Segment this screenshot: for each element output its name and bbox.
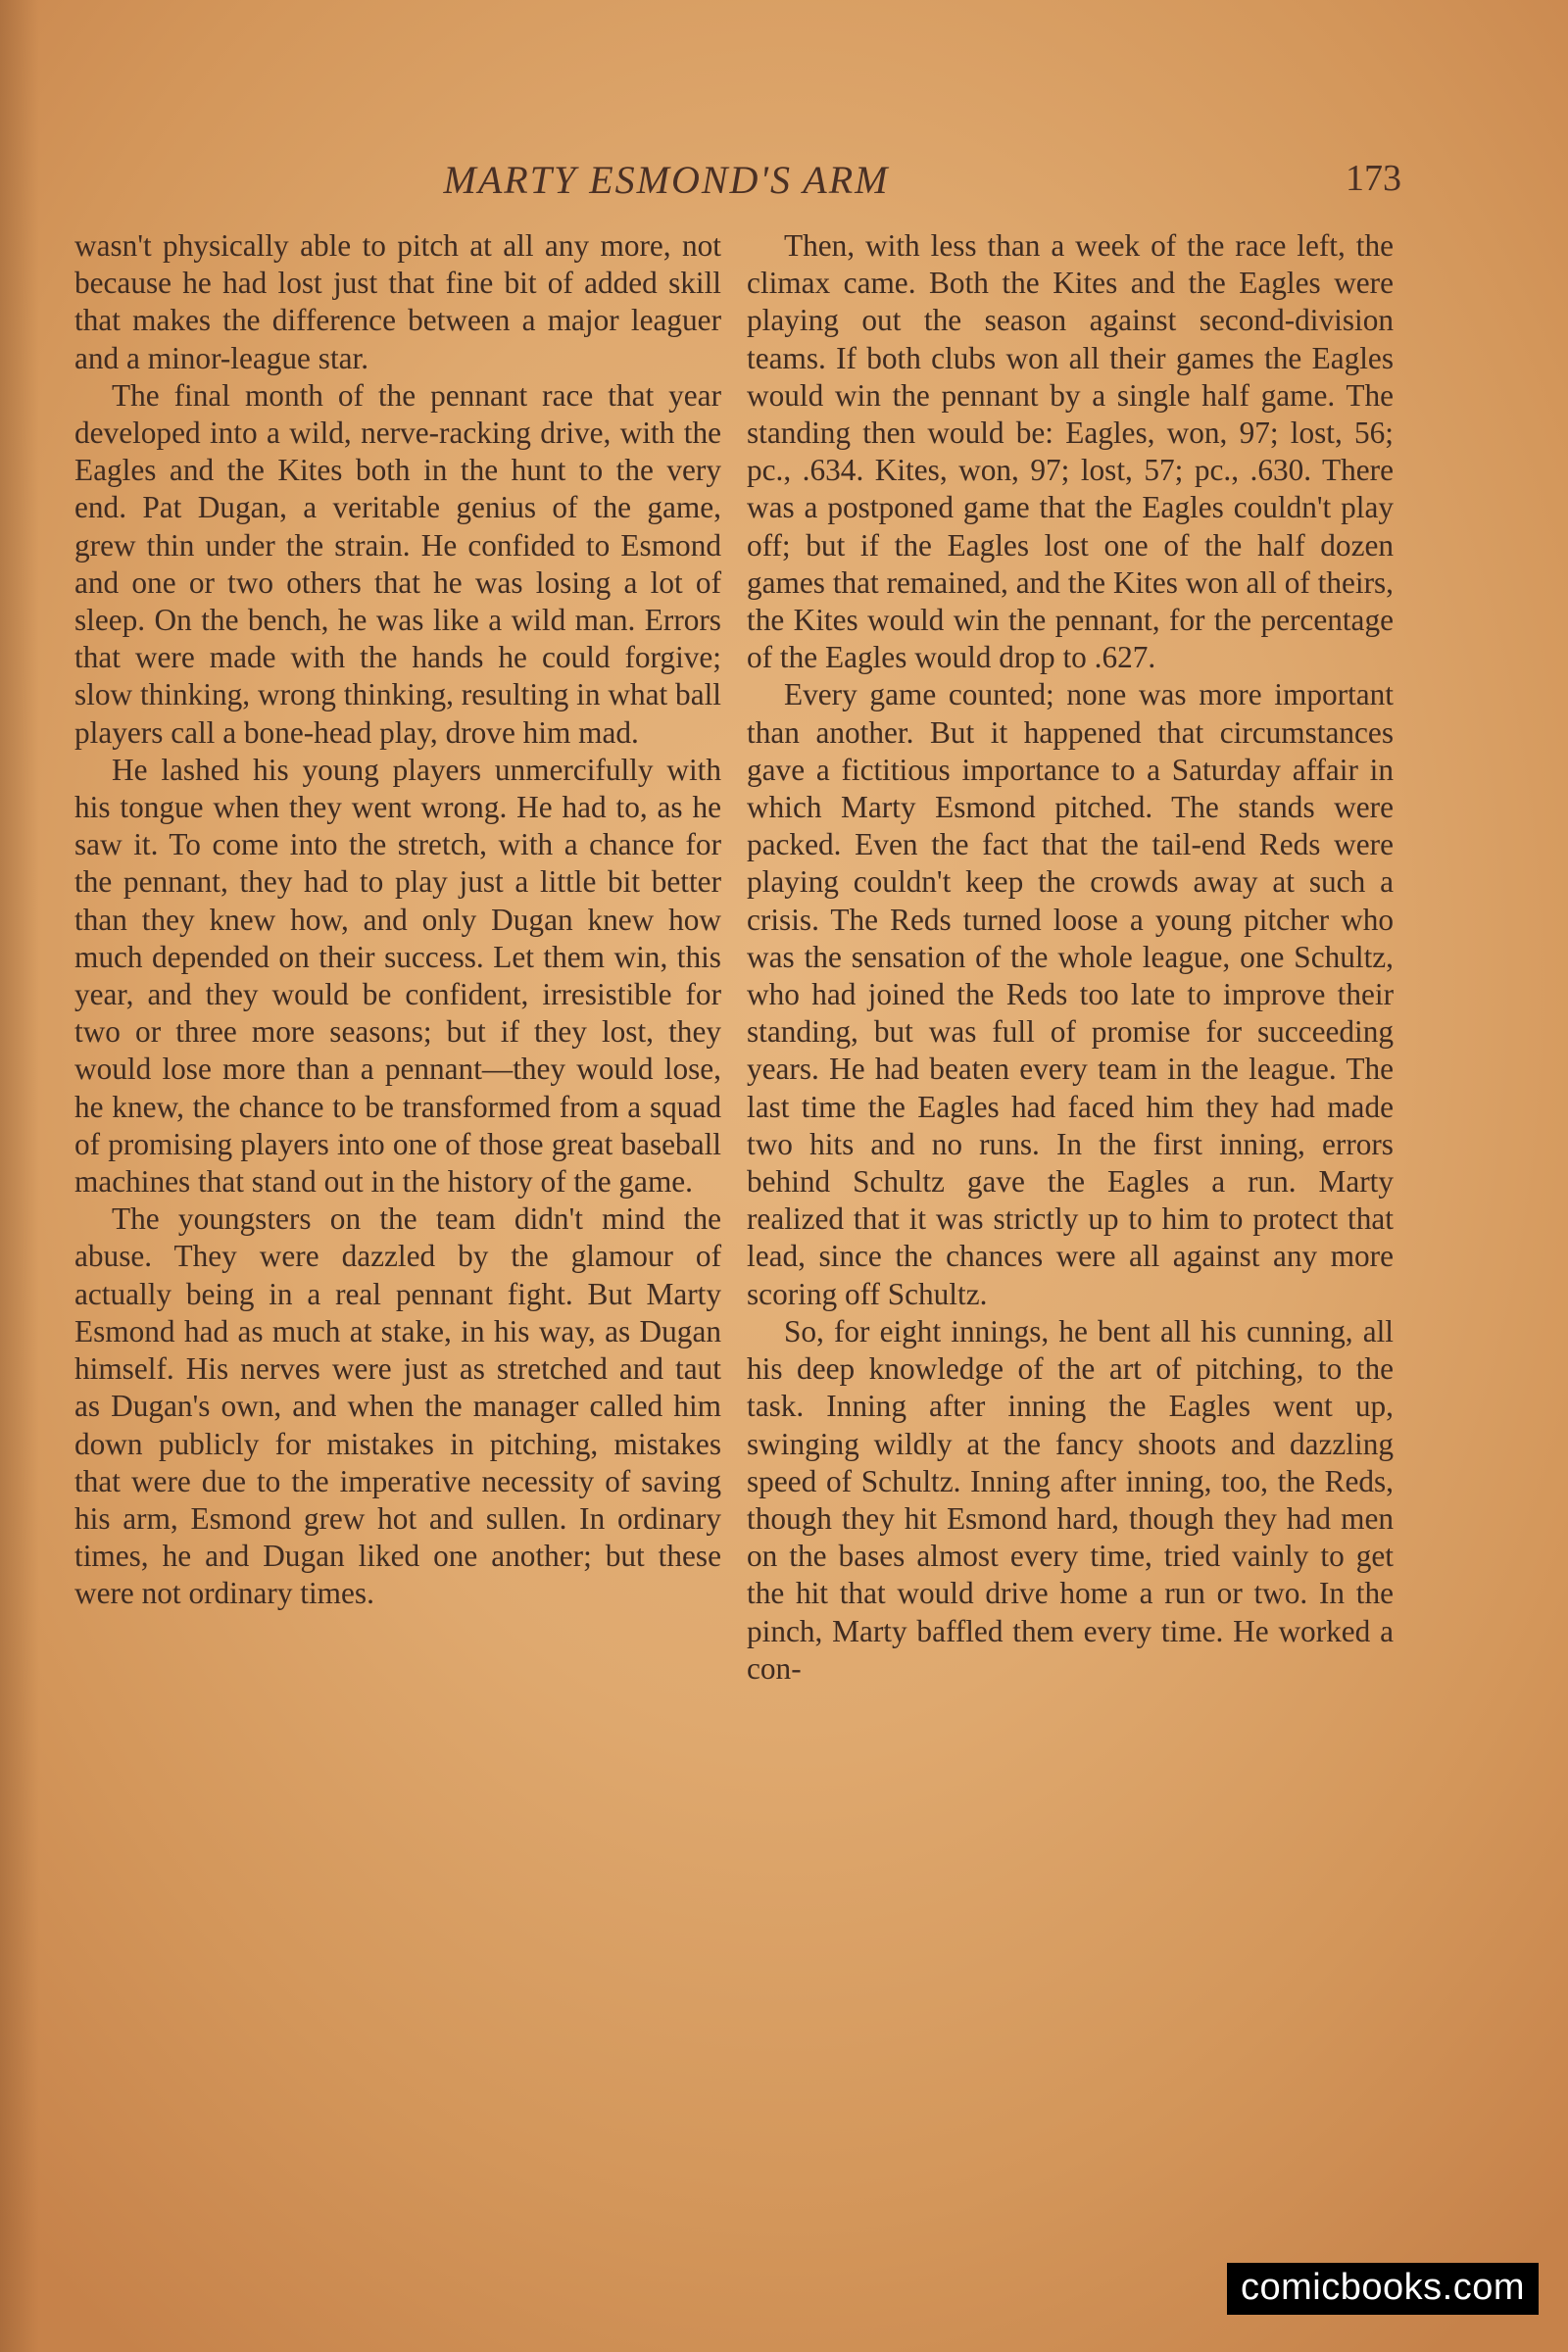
- spine-shadow: [0, 0, 39, 2352]
- running-head: [69, 157, 1401, 206]
- right-paragraph-1: Then, with less than a week of the race left, the climax came. Both the Kites and the Eagles were playing out the season against second-division teams. If both clubs won all their games the Eagles would win the pennant by a single half game. The standing then would be: Eagles, won, 97; lost, 56; pc., .634. Kites, won, 97; lost, 57; pc., .630. There was a postponed game that the Eagles couldn't play off; but if the Eagles lost one of the half dozen games that remained, and the Kites won all of theirs, the Kites would win the pennant, for the percentage of the Eagles would drop to .627.: [747, 228, 1394, 675]
- left-paragraph-4: The youngsters on the team didn't mind the abuse. They were dazzled by the glamour of actually being in a real pennant fight. But Marty Esmond had as much at stake, in his way, as Dugan himself. His nerves were just as stretched and taut as Dugan's own, and when the manager called him down publicly for mistakes in pitching, mistakes that were due to the imperative necessity of saving his arm, Esmond grew hot and sullen. In ordinary times, he and Dugan liked one another; but these were not ordinary times.: [74, 1201, 721, 1611]
- left-paragraph-2: The final month of the pennant race that year developed into a wild, nerve-racking drive, with the Eagles and the Kites both in the hunt to the very end. Pat Dugan, a veritable genius of the game, grew thin under the strain. He confided to Esmond and one or two others that he was losing a lot of sleep. On the bench, he was like a wild man. Errors that were made with the hands he could forgive; slow thinking, wrong thinking, resulting in what ball players call a bone-head play, drove him mad.: [74, 377, 721, 750]
- right-column: [747, 227, 1394, 1688]
- right-paragraph-3: So, for eight innings, he bent all his cunning, all his deep knowledge of the art of pitching, to the task. Inning after inning the Eagles went up, swinging wildly at the fancy shoots and dazzling speed of Schultz. Inning after inning, too, the Reds, though they hit Esmond hard, though they had men on the bases almost every time, tried vainly to get the hit that would drive home a run or two. In the pinch, Marty baffled them every time. He worked a con-: [747, 1313, 1394, 1686]
- page-number: 173: [1346, 158, 1401, 199]
- left-paragraph-3: He lashed his young players unmercifully with his tongue when they went wrong. He had to, as he saw it. To come into the stretch, with a chance for the pennant, they had to play just a little bit better than they knew how, and only Dugan knew how much depended on their success. Let them win, this year, and they would be confident, irresistible for two or three more seasons; but if they lost, they would lose more than a pennant—they would lose, he knew, the chance to be transformed from a squad of promising players into one of those great baseball machines that stand out in the history of the game.: [74, 752, 721, 1200]
- left-column: [74, 227, 721, 1613]
- running-title: MARTY ESMOND'S ARM: [443, 158, 890, 202]
- site-watermark: comicbooks.com: [1227, 2263, 1539, 2315]
- right-paragraph-2: Every game counted; none was more important than another. But it happened that circumstances gave a fictitious importance to a Saturday affair in which Marty Esmond pitched. The stands were packed. Even the fact that the tail-end Reds were playing couldn't keep the crowds away at such a crisis. The Reds turned loose a young pitcher who was the sensation of the whole league, one Schultz, who had joined the Reds too late to improve their standing, but was full of promise for succeeding years. He had beaten every team in the league. The last time the Eagles had faced him they had made two hits and no runs. In the first inning, errors behind Schultz gave the Eagles a run. Marty realized that it was strictly up to him to protect that lead, since the chances were all against any more scoring off Schultz.: [747, 677, 1394, 1311]
- left-paragraph-1: wasn't physically able to pitch at all any more, not because he had lost just that fine bit of added skill that makes the difference between a major leaguer and a minor-league star.: [74, 228, 721, 375]
